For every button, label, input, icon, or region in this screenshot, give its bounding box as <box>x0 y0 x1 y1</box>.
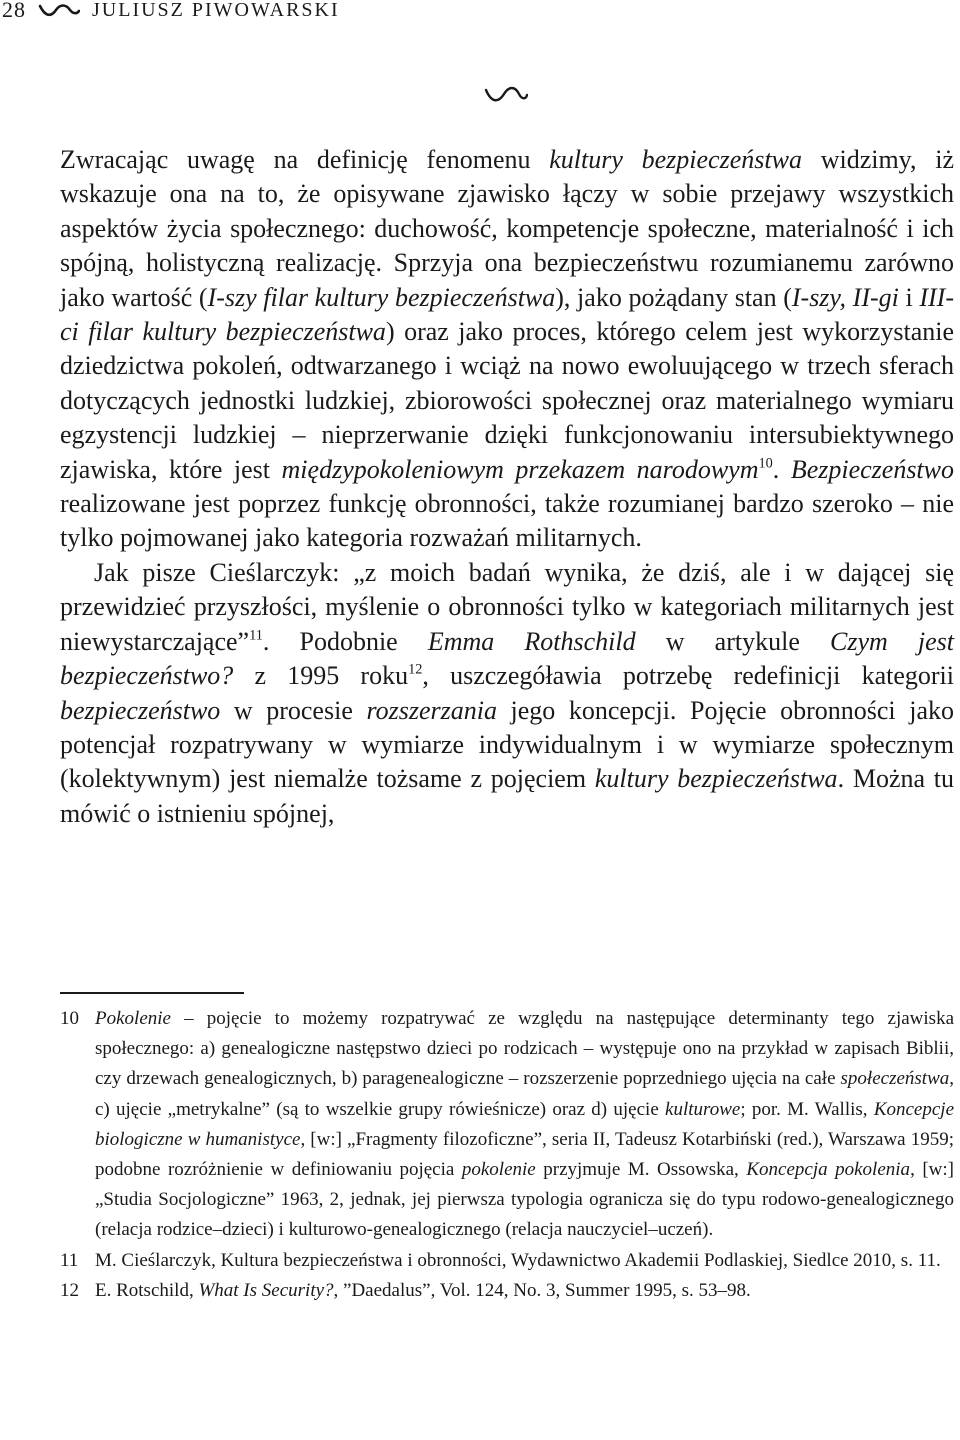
text-run: Zwracając uwagę na definicję fenomenu <box>60 145 550 174</box>
italic-text: kultury bezpieczeństwa <box>594 764 838 794</box>
running-header <box>0 0 600 26</box>
text-run: w artykule <box>635 626 830 656</box>
text-run: realizowane jest poprzez funkcję obronności, także rozumianej bardzo szeroko – nie tylko pojmowanej jako kategoria rozważań militarnych. <box>60 489 954 553</box>
italic-text: Pokolenie <box>95 1008 171 1029</box>
text-run: M. Cieślarczyk, Kultura bezpieczeństwa i obronności, Wydawnictwo Akademii Podlaskiej, Siedlce 2010, s. 11. <box>95 1249 941 1271</box>
text-run: Jak pisze Cieślarczyk: „z moich badań wynika, że dziś, ale i w dającej się przewidzieć przyszłości, myślenie o obronności tylko w kategoriach militarnych jest niewystarczające” <box>60 557 954 656</box>
text-run: E. Rotschild, <box>95 1279 199 1301</box>
footnote-number: 12 <box>60 1279 79 1301</box>
footnote-text <box>95 1008 954 1240</box>
italic-text: międzypokoleniowym przekazem narodowym <box>281 454 759 484</box>
main-text <box>60 143 954 831</box>
italic-text: bezpieczeństwo <box>60 695 221 725</box>
footnote-text <box>95 1250 941 1271</box>
italic-text: kultury bezpieczeństwa <box>549 145 802 174</box>
text-run: ), jako pożądany stan ( <box>555 282 792 312</box>
text-run: ) oraz jako proces, którego celem jest wykorzystanie dziedzictwa pokoleń, odtwarzanego i wciąż na nowo ewoluującego w trzech sferach dotyczących jednostki ludzkiej, zbiorowości społecznej oraz materialnego wymiaru egzystencji ludzkiej – nieprzerwanie dzięki funkcjonowaniu intersubiektywnego zjawiska, które jest <box>60 317 954 484</box>
text-run: – pojęcie to możemy rozpatrywać ze względu na następujące determinanty tego zjawiska społecznego: a) genealogiczne następstwo dzieci po rodzicach – występuje ono na przykład w zapisach Biblii, czy drzewach genealogicznych, b) paragenealogiczne – rozszerzenie poprzedniego ujęcia na całe <box>95 1008 954 1090</box>
text-run: i <box>898 282 920 312</box>
text-run: ; por. M. Wallis, <box>740 1098 874 1120</box>
text-run: , [w:] „Fragmenty filozoficzne”, seria II, Tadeusz Kotarbiński (red.), Warszawa 1959; podobne rozróżnienie w definiowaniu pojęcia <box>95 1128 954 1181</box>
footnote-number: 10 <box>60 1008 79 1029</box>
footnote-ref: 11 <box>249 626 263 643</box>
italic-text: pokolenie <box>461 1159 536 1181</box>
italic-text: Emma Rothschild <box>427 626 636 656</box>
text-run: w procesie <box>220 695 367 725</box>
italic-text: kulturowe <box>665 1098 741 1120</box>
text-run: , uszczegóławia potrzebę redefinicji kategorii <box>422 661 954 691</box>
text-run: . Można tu mówić o istnieniu spójnej, <box>60 764 955 828</box>
footnote-12 <box>60 1276 954 1306</box>
footnote-text <box>95 1280 751 1301</box>
footnote-separator <box>60 992 244 994</box>
text-run: z 1995 roku <box>233 661 409 691</box>
italic-text: I-szy, II-gi <box>791 282 899 312</box>
footnotes <box>60 1004 954 1306</box>
text-run: jego koncepcji. Pojęcie obronności jako potencjał rozpatrywany w wymiarze indywidualnym i w wymiarze społecznym (kolektywnym) jest niemalże tożsame z pojęciem <box>60 695 954 794</box>
italic-text: rozszerzania <box>366 695 497 725</box>
paragraph-1 <box>60 143 954 556</box>
italic-text: Koncepcja pokolenia <box>746 1159 911 1181</box>
italic-text: I-szy filar kultury bezpieczeństwa <box>207 282 556 312</box>
paragraph-2 <box>60 556 954 831</box>
swash-ornament-icon <box>38 2 80 18</box>
text-run: . Podobnie <box>262 626 428 656</box>
footnote-number: 11 <box>60 1249 79 1271</box>
text-run: widzimy, iż wskazuje ona na to, że opisywane zjawisko łączy w sobie przejawy wszystkich aspektów życia społecznego: duchowość, kompetencje społeczne, materialność i ich spójną, holistyczną realizację. Sprzyja ona bezpieczeństwu rozumianemu zarówno jako wartość ( <box>60 145 954 312</box>
italic-text: Bezpieczeństwo <box>790 454 954 484</box>
running-header-author: JULIUSZ PIWOWARSKI <box>92 0 340 21</box>
italic-text: Koncepcje biologiczne w humanistyce <box>95 1098 954 1150</box>
italic-text: What Is Security? <box>198 1279 334 1301</box>
text-run: , ”Daedalus”, Vol. 124, No. 3, Summer 1995, s. 53–98. <box>333 1279 751 1301</box>
footnote-ref: 12 <box>408 661 423 678</box>
footnote-11 <box>60 1246 954 1276</box>
section-break-ornament-icon <box>484 84 528 106</box>
text-run: . <box>772 454 791 484</box>
italic-text: III-ci filar kultury bezpieczeństwa <box>60 282 954 347</box>
footnote-ref: 10 <box>758 454 773 471</box>
italic-text: Czym jest bezpieczeństwo? <box>60 626 954 691</box>
page-number: 28 <box>2 0 26 22</box>
italic-text: społeczeństwa <box>840 1068 950 1090</box>
footnote-10 <box>60 1004 954 1246</box>
text-run: przyjmuje M. Ossowska, <box>535 1159 747 1181</box>
text-run: , c) ujęcie „metrykalne” (są to wszelkie grupy rówieśnicze) oraz d) ujęcie <box>95 1068 954 1120</box>
text-run: , [w:] „Studia Socjologiczne” 1963, 2, jednak, jej pierwsza typologia ogranicza się do typu rodowo-genealogicznego (relacja rodzice–dzieci) i kulturowo-genealogicznego (relacja nauczyciel–uczeń). <box>95 1159 954 1241</box>
